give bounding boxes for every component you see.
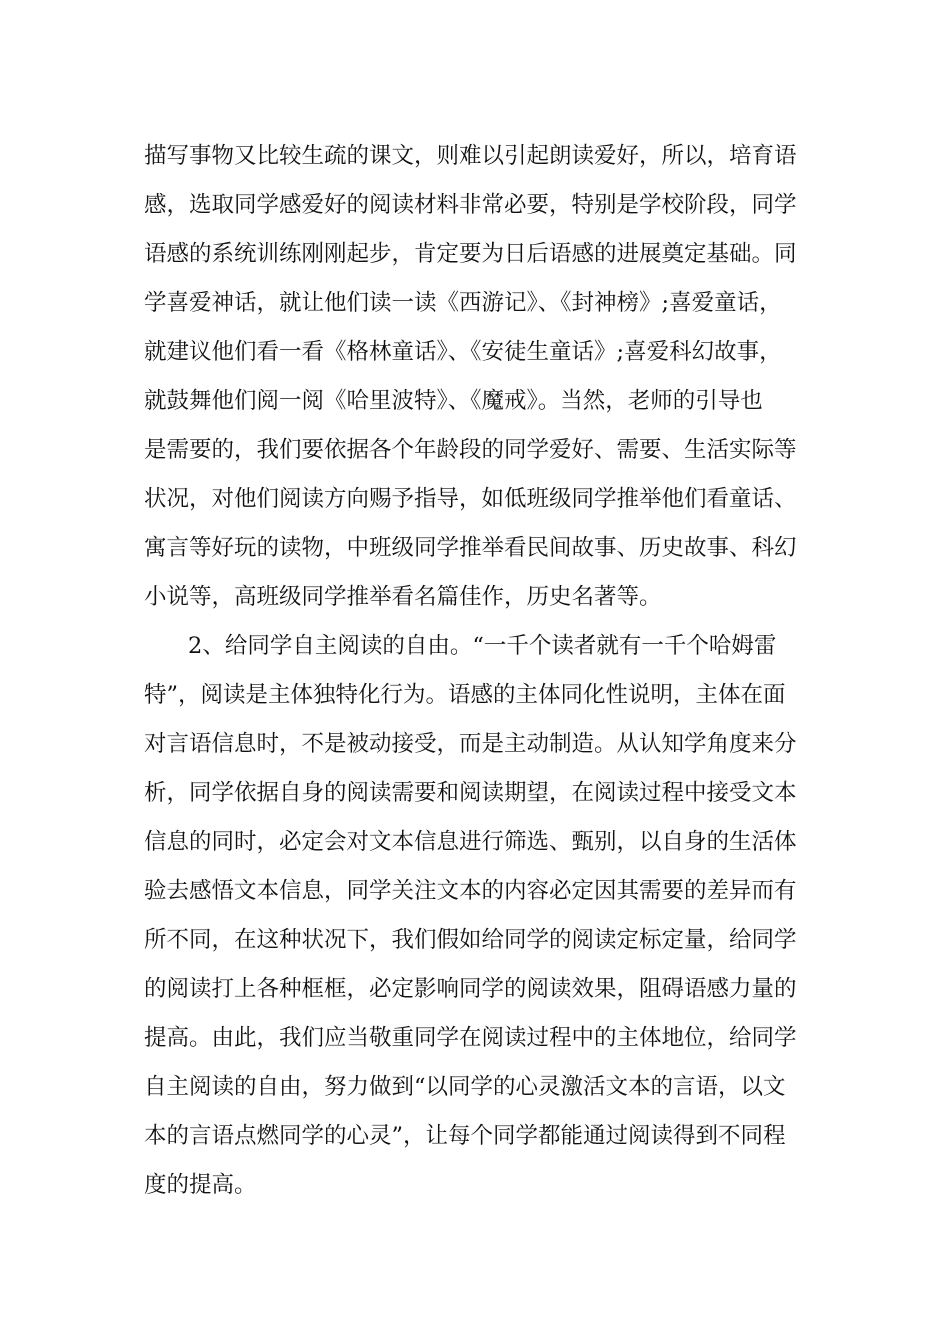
text-line: 状况，对他们阅读方向赐予指导，如低班级同学推举他们看童话、: [144, 486, 797, 512]
text-line: 2、给同学自主阅读的自由。“一千个读者就有一千个哈姆雷: [188, 633, 777, 659]
text-line: 析，同学依据自身的阅读需要和阅读期望，在阅读过程中接受文本: [144, 780, 797, 806]
text-line: 本的言语点燃同学的心灵”，让每个同学都能通过阅读得到不同程: [144, 1123, 786, 1149]
text-line: 描写事物又比较生疏的课文，则难以引起朗读爱好，所以，培育语: [144, 143, 797, 169]
text-line: 寓言等好玩的读物，中班级同学推举看民间故事、历史故事、科幻: [144, 535, 797, 561]
text-line: 度的提高。: [144, 1172, 257, 1198]
paragraph-1: [144, 132, 816, 622]
text-line: 提高。由此，我们应当敬重同学在阅读过程中的主体地位，给同学: [144, 1025, 797, 1051]
text-line: 就鼓舞他们阅一阅《哈里波特》、《魔戒》。当然，老师的引导也: [144, 388, 763, 414]
text-line: 是需要的，我们要依据各个年龄段的同学爱好、需要、生活实际等: [144, 437, 797, 463]
text-line: 学喜爱神话，就让他们读一读《西游记》、《封神榜》;喜爱童话，: [144, 290, 782, 316]
text-line: 感，选取同学感爱好的阅读材料非常必要，特别是学校阶段，同学: [144, 192, 797, 218]
text-line: 信息的同时，必定会对文本信息进行筛选、甄别，以自身的生活体: [144, 829, 797, 855]
text-line: 语感的系统训练刚刚起步，肯定要为日后语感的进展奠定基础。同: [144, 241, 797, 267]
text-line: 对言语信息时，不是被动接受，而是主动制造。从认知学角度来分: [144, 731, 797, 757]
body-text: [144, 132, 816, 1210]
text-line: 就建议他们看一看《格林童话》、《安徒生童话》;喜爱科幻故事，: [144, 339, 782, 365]
text-line: 的阅读打上各种框框，必定影响同学的阅读效果，阻碍语感力量的: [144, 976, 797, 1002]
text-line: 所不同，在这种状况下，我们假如给同学的阅读定标定量，给同学: [144, 927, 797, 953]
text-line: 验去感悟文本信息，同学关注文本的内容必定因其需要的差异而有: [144, 878, 797, 904]
text-line: 小说等，高班级同学推举看名篇佳作，历史名著等。: [144, 584, 662, 610]
text-line: 特”，阅读是主体独特化行为。语感的主体同化性说明，主体在面: [144, 682, 786, 708]
paragraph-2: [144, 622, 816, 1210]
text-line: 自主阅读的自由，努力做到“以同学的心灵激活文本的言语，以文: [144, 1074, 786, 1100]
